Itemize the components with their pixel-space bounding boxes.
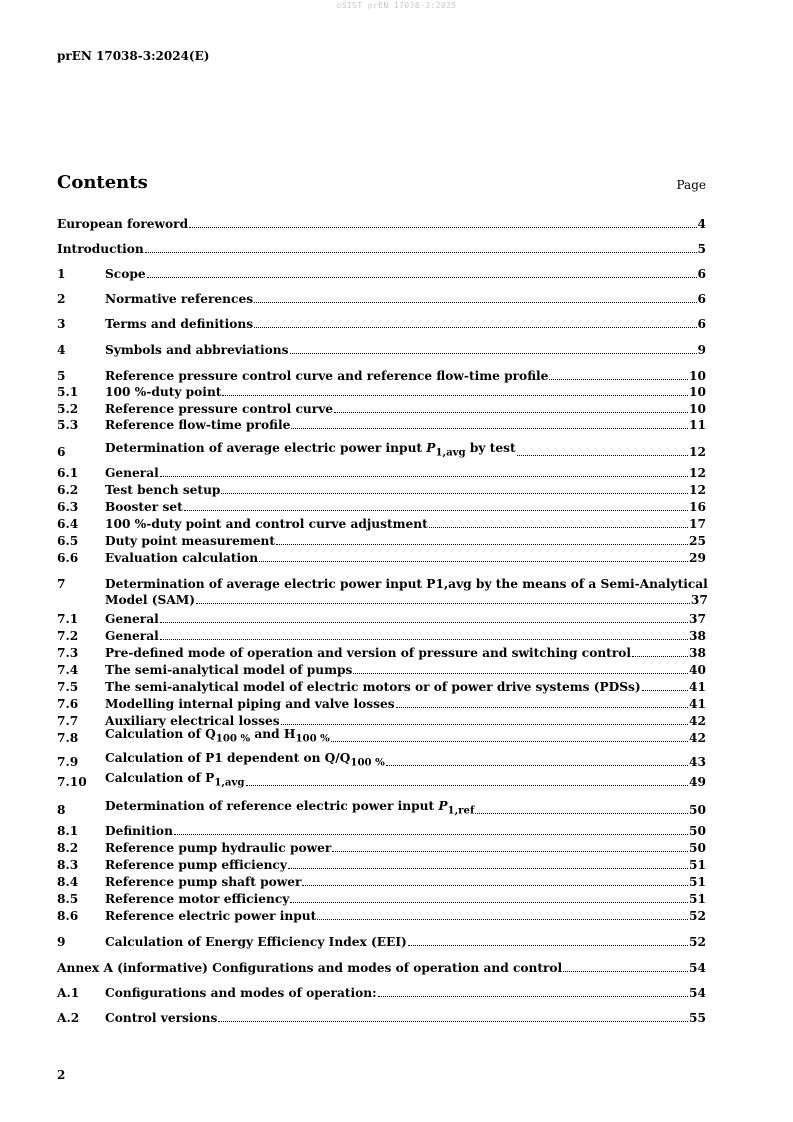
toc-entry[interactable] — [57, 611, 706, 627]
toc-entry-title-continuation — [105, 592, 708, 608]
toc-leader-dots — [396, 707, 688, 708]
toc-entry-title: Reference pump hydraulic power — [105, 841, 332, 855]
toc-leader-dots — [145, 252, 697, 253]
toc-leader-dots — [290, 353, 697, 354]
toc-entry[interactable] — [57, 266, 706, 282]
toc-entry-number: 6.5 — [57, 534, 79, 548]
toc-entry-title: Calculation of $Q_{100 \%}$ and $H_{100 \%}$ — [105, 726, 330, 744]
math-symbol: P — [426, 440, 436, 455]
toc-entry-title: Model (SAM) — [105, 593, 196, 607]
toc-entry-page: 6 — [697, 292, 706, 306]
toc-leader-dots — [288, 868, 688, 869]
toc-entry-title: Auxiliary electrical losses — [105, 714, 280, 728]
toc-entry-title: Control versions — [105, 1011, 218, 1025]
toc-leader-dots — [160, 622, 688, 623]
toc-entry[interactable] — [57, 368, 706, 384]
toc-entry-title: Calculation of $P_{1,avg}$ — [105, 770, 245, 788]
toc-entry[interactable] — [57, 516, 706, 532]
toc-entry-page: 12 — [689, 483, 706, 497]
toc-entry-title: Reference flow-time profile — [105, 418, 291, 432]
toc-entry[interactable] — [57, 241, 706, 257]
toc-entry-title: Test bench setup — [105, 483, 221, 497]
toc-entry[interactable] — [57, 726, 706, 746]
toc-entry-title: Determination of average electric power input P1,avg by the means of a Semi-Analytical — [105, 577, 708, 591]
toc-entry[interactable] — [57, 662, 706, 678]
toc-entry[interactable] — [57, 750, 706, 770]
toc-leader-dots — [160, 476, 688, 477]
toc-entry-number: 7.5 — [57, 680, 79, 694]
toc-entry[interactable] — [57, 465, 706, 481]
toc-entry-number: 7.8 — [57, 731, 79, 745]
toc-entry-number: A.1 — [57, 986, 80, 1000]
toc-entry[interactable] — [57, 696, 706, 712]
toc-leader-dots — [281, 724, 688, 725]
toc-entry-page: 25 — [689, 534, 706, 548]
toc-entry-number: 6 — [57, 445, 66, 459]
toc-entry-page: 6 — [697, 267, 706, 281]
toc-entry-title: Reference pressure control curve — [105, 402, 334, 416]
toc-entry-number: 7.4 — [57, 663, 79, 677]
toc-entry-page: 54 — [689, 961, 706, 975]
toc-entry-page: 54 — [689, 986, 706, 1000]
toc-entry-title: Calculation of Energy Efficiency Index (EEI) — [105, 935, 407, 949]
toc-entry-title: General — [105, 612, 159, 626]
toc-leader-dots — [276, 544, 688, 545]
toc-entry-page: 37 — [689, 612, 706, 626]
toc-entry-page: 37 — [690, 593, 708, 607]
toc-leader-dots — [254, 327, 696, 328]
toc-entry-title: Modelling internal piping and valve losses — [105, 697, 395, 711]
toc-entry-title: Symbols and abbreviations — [105, 343, 289, 357]
toc-entry-page: 10 — [689, 369, 706, 383]
toc-entry-title: The semi-analytical model of pumps — [105, 663, 353, 677]
toc-entry-number: 9 — [57, 935, 66, 949]
toc-entry-number: 5.1 — [57, 385, 79, 399]
toc-entry-number: 7.1 — [57, 612, 79, 626]
toc-leader-dots — [334, 412, 688, 413]
toc-entry-page: 29 — [689, 551, 706, 565]
toc-entry[interactable] — [57, 401, 706, 417]
toc-entry-page: 51 — [689, 858, 706, 872]
toc-entry-page: 51 — [689, 875, 706, 889]
toc-leader-dots — [222, 395, 688, 396]
toc-entry[interactable] — [57, 798, 706, 818]
toc-leader-dots — [291, 428, 688, 429]
subscript: 1,avg — [435, 446, 466, 458]
toc-leader-dots — [259, 561, 688, 562]
toc-entry-title: Calculation of P1 dependent on $Q/Q_{100 \%}$ — [105, 750, 385, 768]
toc-entry-title-block — [105, 576, 708, 608]
toc-entry-number: 7 — [57, 577, 66, 591]
toc-entry-number: 6.1 — [57, 466, 79, 480]
contents-title: Contents — [57, 172, 148, 193]
toc-entry-title: Booster set — [105, 500, 183, 514]
toc-entry-title: General — [105, 629, 159, 643]
toc-entry[interactable] — [57, 576, 706, 610]
toc-entry-number: 7.3 — [57, 646, 79, 660]
toc-entry-page: 55 — [689, 1011, 706, 1025]
toc-entry-title: Evaluation calculation — [105, 551, 259, 565]
toc-leader-dots — [147, 277, 697, 278]
toc-entry-title: Scope — [105, 267, 146, 281]
toc-leader-dots — [642, 690, 688, 691]
toc-entry-page: 40 — [689, 663, 706, 677]
toc-entry[interactable] — [57, 823, 706, 839]
toc-entry-number: 7.7 — [57, 714, 79, 728]
toc-leader-dots — [254, 302, 696, 303]
toc-entry-number: 6.3 — [57, 500, 79, 514]
toc-entry-page: 6 — [697, 317, 706, 331]
toc-entry[interactable] — [57, 679, 706, 695]
toc-entry[interactable] — [57, 499, 706, 515]
toc-entry-title: 100 %-duty point — [105, 385, 222, 399]
toc-leader-dots — [196, 603, 690, 604]
toc-entry-number: 5 — [57, 369, 66, 383]
toc-entry-page: 49 — [689, 775, 706, 789]
toc-entry-number: 8 — [57, 803, 66, 817]
subscript: 100 % — [350, 756, 385, 768]
toc-entry-title: Reference electric power input — [105, 909, 317, 923]
toc-entry-number: 3 — [57, 317, 66, 331]
toc-entry-page: 42 — [689, 714, 706, 728]
toc-entry-number: 8.2 — [57, 841, 79, 855]
toc-entry-page: 38 — [689, 629, 706, 643]
toc-entry-number: 8.5 — [57, 892, 79, 906]
toc-entry[interactable] — [57, 874, 706, 890]
toc-entry-title: Introduction — [57, 242, 144, 256]
toc-entry-number: 1 — [57, 267, 66, 281]
toc-entry-number: 6.2 — [57, 483, 79, 497]
toc-entry[interactable] — [57, 891, 706, 907]
subscript: 100 % — [215, 732, 251, 744]
toc-leader-dots — [632, 656, 688, 657]
toc-entry[interactable] — [57, 533, 706, 549]
toc-entry-number: 5.3 — [57, 418, 79, 432]
toc-entry-page: 50 — [689, 803, 706, 817]
toc-entry-number: 7.9 — [57, 755, 79, 769]
toc-leader-dots — [378, 996, 688, 997]
toc-entry[interactable] — [57, 417, 706, 433]
toc-entry[interactable] — [57, 316, 706, 332]
toc-entry[interactable] — [57, 440, 706, 460]
toc-entry-page: 10 — [689, 385, 706, 399]
toc-entry-number: 8.6 — [57, 909, 79, 923]
toc-leader-dots — [517, 455, 688, 456]
toc-entry-title: Reference motor efficiency — [105, 892, 290, 906]
toc-entry[interactable] — [57, 857, 706, 873]
toc-leader-dots — [184, 510, 688, 511]
toc-entry-title: Configurations and modes of operation: — [105, 986, 377, 1000]
contents-header — [57, 172, 706, 193]
toc-entry-page: 52 — [689, 909, 706, 923]
toc-entry[interactable] — [57, 908, 706, 924]
toc-leader-dots — [290, 902, 688, 903]
toc-leader-dots — [353, 673, 688, 674]
toc-entry[interactable] — [57, 628, 706, 644]
toc-entry[interactable] — [57, 291, 706, 307]
page-column-label: Page — [676, 178, 706, 192]
toc-entry[interactable] — [57, 840, 706, 856]
toc-leader-dots — [174, 834, 688, 835]
toc-entry-page: 4 — [697, 217, 706, 231]
toc-leader-dots — [549, 379, 688, 380]
toc-entry-page: 41 — [689, 680, 706, 694]
toc-entry-page: 52 — [689, 935, 706, 949]
toc-entry-page: 9 — [697, 343, 706, 357]
toc-entry-page: 41 — [689, 697, 706, 711]
math-symbol: P — [438, 798, 448, 813]
toc-leader-dots — [332, 851, 688, 852]
toc-entry-title: 100 %-duty point and control curve adjustment — [105, 517, 428, 531]
toc-entry-page: 11 — [689, 418, 706, 432]
toc-entry-title: Normative references — [105, 292, 254, 306]
toc-entry-number: 7.6 — [57, 697, 79, 711]
toc-entry-page: 38 — [689, 646, 706, 660]
toc-leader-dots — [302, 885, 688, 886]
toc-entry-number: 4 — [57, 343, 66, 357]
toc-entry-title: General — [105, 466, 159, 480]
toc-entry-number: 7.10 — [57, 775, 87, 789]
toc-entry-title: European foreword — [57, 217, 189, 231]
toc-leader-dots — [218, 1021, 688, 1022]
toc-entry-number: 6.6 — [57, 551, 79, 565]
toc-entry-title: Pre-defined mode of operation and version of pressure and switching control — [105, 646, 631, 660]
toc-entry-title: Reference pump efficiency — [105, 858, 287, 872]
toc-entry-page: 10 — [689, 402, 706, 416]
toc-entry-page: 17 — [689, 517, 706, 531]
toc-entry-number: 2 — [57, 292, 66, 306]
toc-entry-title: Duty point measurement — [105, 534, 275, 548]
toc-entry[interactable] — [57, 482, 706, 498]
toc-leader-dots — [475, 813, 688, 814]
toc-entry[interactable] — [57, 770, 706, 790]
toc-leader-dots — [221, 493, 688, 494]
toc-leader-dots — [429, 527, 688, 528]
toc-entry-page: 51 — [689, 892, 706, 906]
toc-entry-number: 8.3 — [57, 858, 79, 872]
toc-entry-title: Definition — [105, 824, 173, 838]
subscript: 1,avg — [214, 776, 245, 788]
toc-entry[interactable] — [57, 960, 706, 976]
toc-entry-page: 50 — [689, 841, 706, 855]
toc-leader-dots — [563, 971, 688, 972]
toc-entry[interactable] — [57, 645, 706, 661]
toc-leader-dots — [189, 227, 696, 228]
toc-entry[interactable] — [57, 985, 706, 1001]
page-number: 2 — [57, 1068, 66, 1082]
toc-leader-dots — [386, 765, 688, 766]
toc-entry-title: Determination of average electric power input $P_{1,avg}$ by test — [105, 440, 516, 458]
toc-entry-number: 5.2 — [57, 402, 79, 416]
toc-entry-title: Reference pressure control curve and reference flow-time profile — [105, 369, 549, 383]
toc-entry-title: Annex A (informative) Configurations and modes of operation and control — [57, 961, 563, 975]
toc-leader-dots — [160, 639, 688, 640]
watermark: oSIST prEN 17038-3:2025 — [336, 1, 457, 10]
toc-entry-page: 16 — [689, 500, 706, 514]
toc-entry[interactable] — [57, 342, 706, 358]
toc-entry-number: 7.2 — [57, 629, 79, 643]
document-id: prEN 17038-3:2024(E) — [57, 49, 210, 63]
toc-entry-page: 50 — [689, 824, 706, 838]
toc-entry-page: 12 — [689, 466, 706, 480]
toc-entry-title: Terms and definitions — [105, 317, 254, 331]
toc-entry-number: A.2 — [57, 1011, 80, 1025]
toc-leader-dots — [331, 741, 688, 742]
toc-entry-number: 8.4 — [57, 875, 79, 889]
toc-entry-page: 42 — [689, 731, 706, 745]
toc-leader-dots — [408, 945, 688, 946]
toc-entry[interactable] — [57, 384, 706, 400]
toc-entry-title: Determination of reference electric power input $P_{1,ref}$ — [105, 798, 475, 816]
toc-entry[interactable] — [57, 934, 706, 950]
toc-entry-page: 43 — [689, 755, 706, 769]
toc-entry[interactable] — [57, 216, 706, 232]
subscript: 1,ref — [447, 804, 475, 816]
toc-entry-page: 5 — [697, 242, 706, 256]
toc-entry-number: 8.1 — [57, 824, 79, 838]
toc-entry-number: 6.4 — [57, 517, 79, 531]
toc-entry[interactable] — [57, 550, 706, 566]
toc-leader-dots — [317, 919, 688, 920]
toc-entry-title: Reference pump shaft power — [105, 875, 302, 889]
subscript: 100 % — [295, 732, 330, 744]
toc-entry[interactable] — [57, 1010, 706, 1026]
toc-entry-page: 12 — [689, 445, 706, 459]
toc-leader-dots — [246, 785, 689, 786]
toc-entry-title: The semi-analytical model of electric motors or of power drive systems (PDSs) — [105, 680, 641, 694]
